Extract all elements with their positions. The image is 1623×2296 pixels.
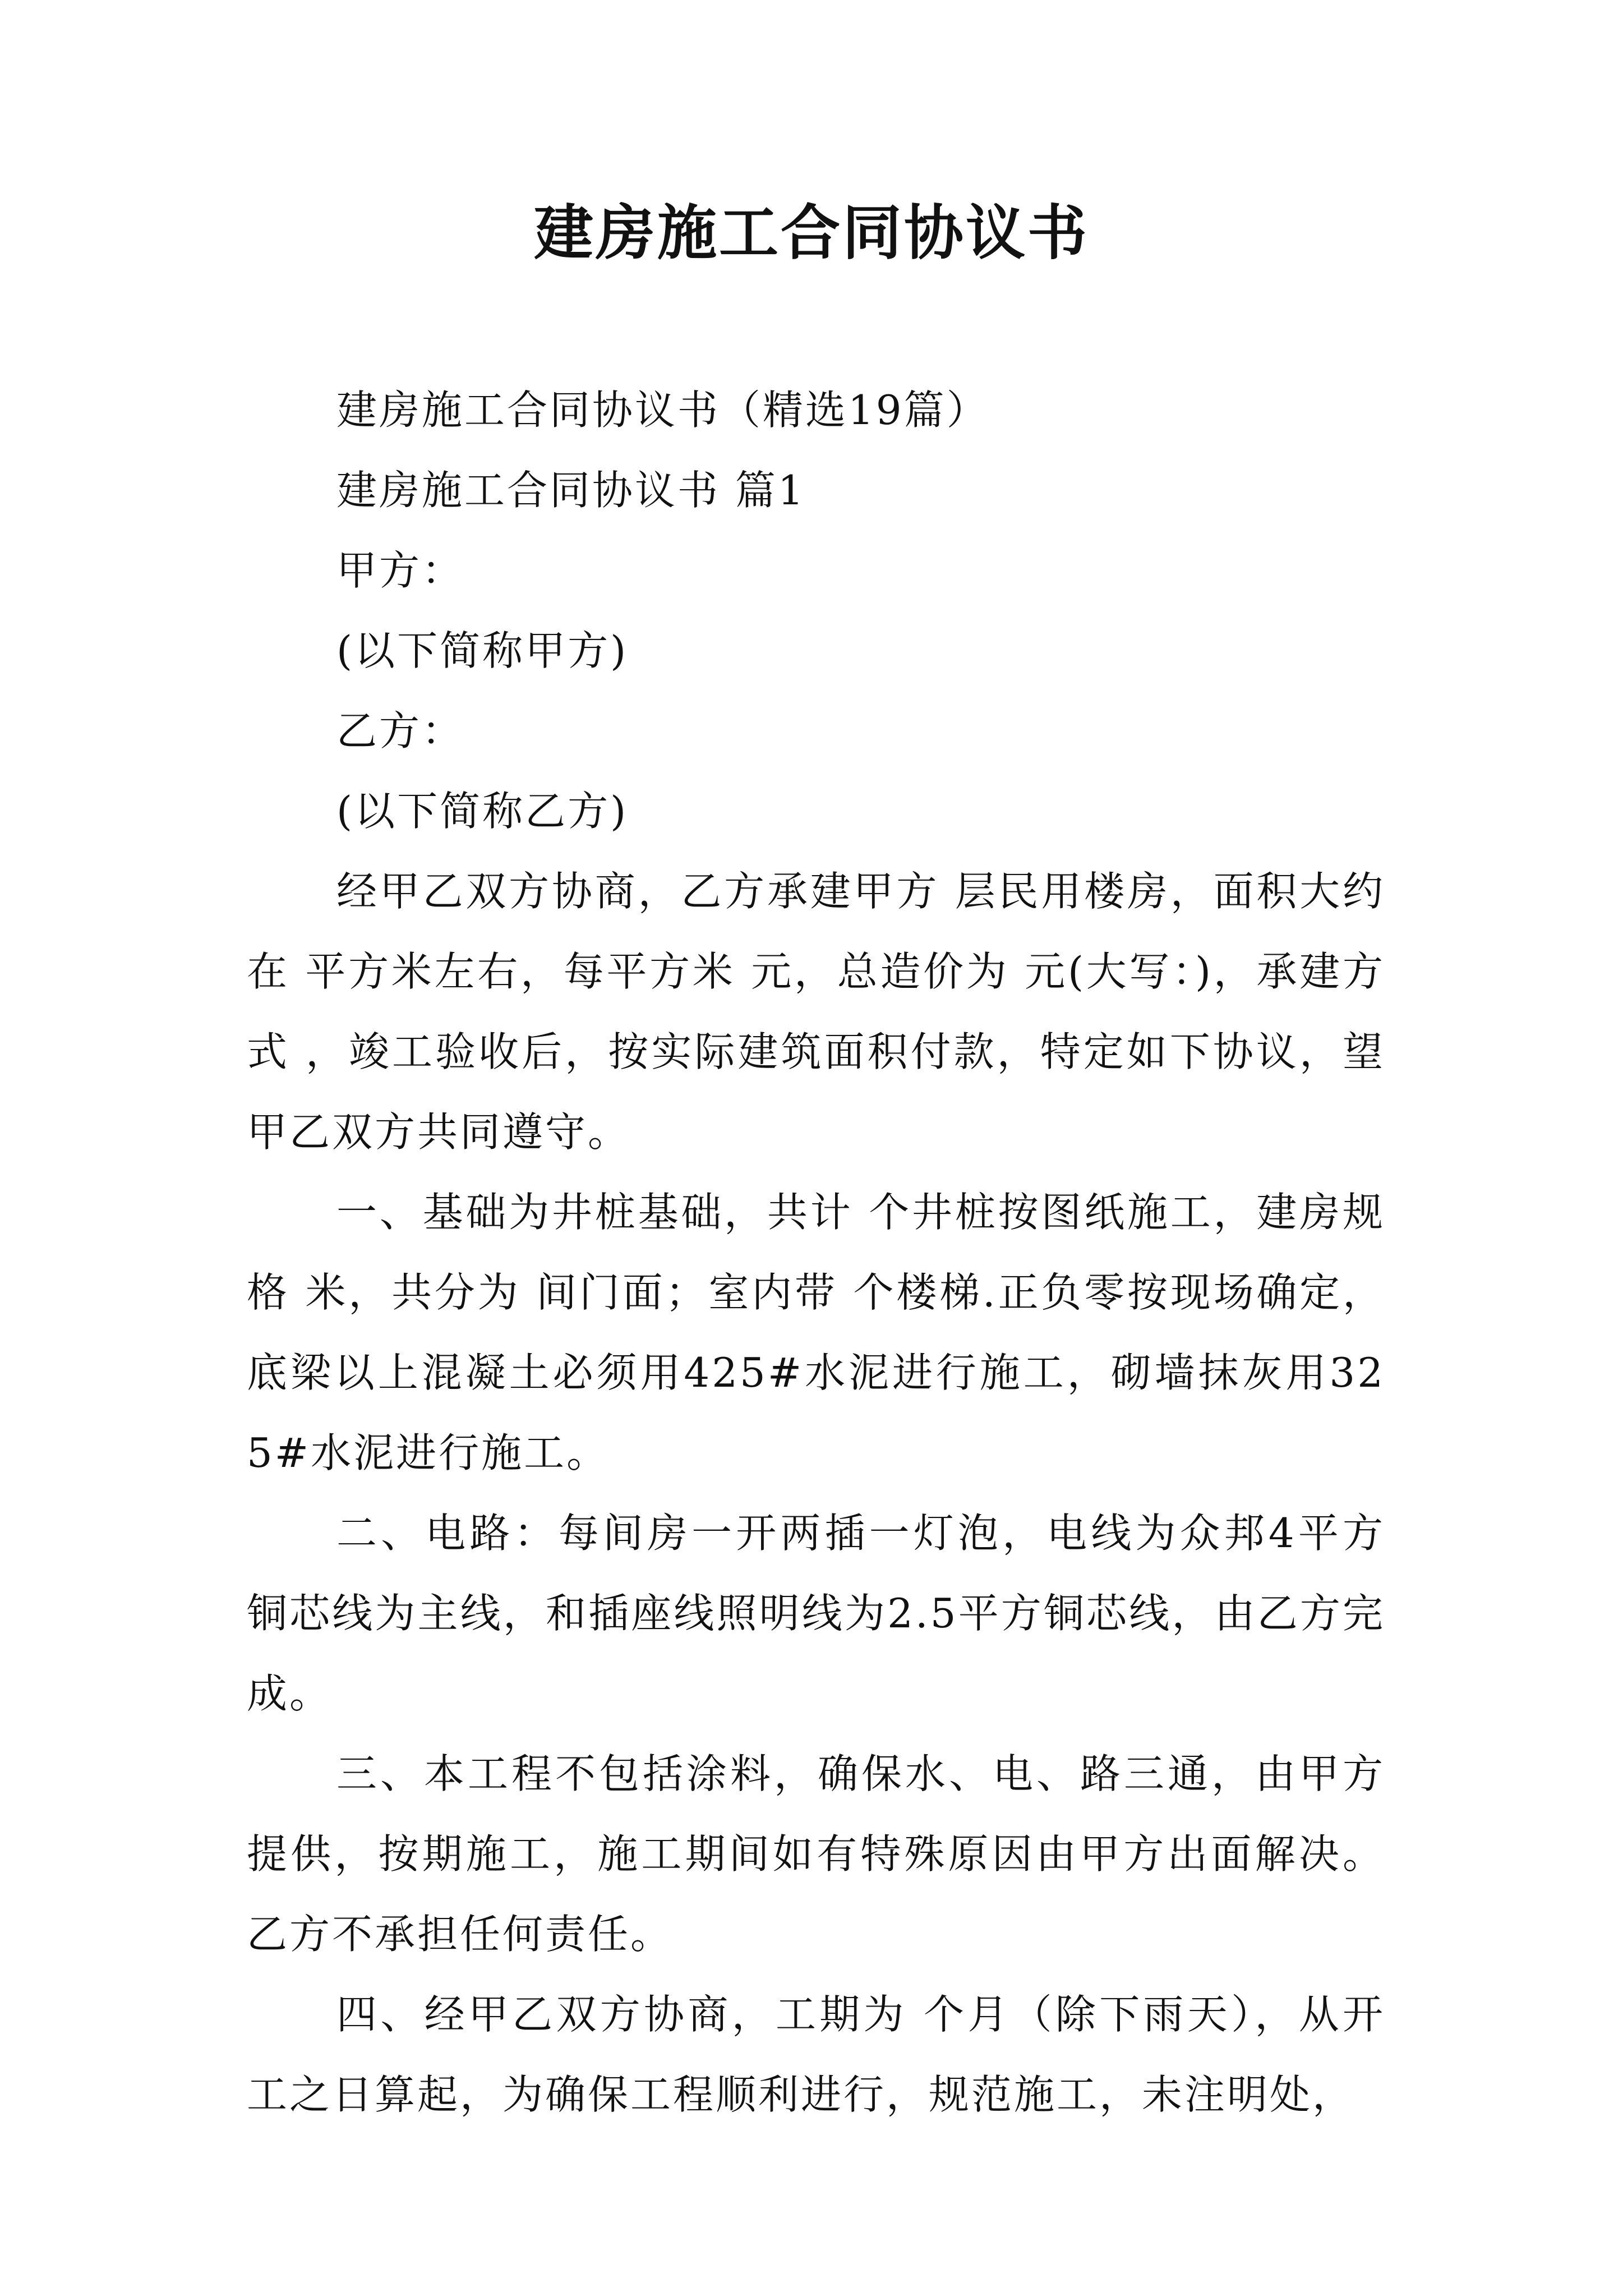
paragraph-clause-4: 四、经甲乙双方协商，工期为 个月（除下雨天），从开工之日算起，为确保工程顺利进行，规范施工，未注明处，: [247, 1991, 1385, 2118]
paragraph-agreement-intro: 经甲乙双方协商，乙方承建甲方 层民用楼房，面积大约在 平方米左右，每平方米 元，总造价为 元(大写：)，承建方式 ，竣工验收后，按实际建筑面积付款，特定如下协议，望甲乙双方共同遵守。: [247, 868, 1385, 1156]
document-body: [247, 370, 1385, 2135]
paragraph-clause-1: 一、基础为井桩基础，共计 个井桩按图纸施工，建房规格 米，共分为 间门面；室内带 个楼梯.正负零按现场确定，底梁以上混凝土必须用425#水泥进行施工，砌墙抹灰用325#水泥进行施工。: [247, 1189, 1385, 1476]
paragraph-collection-title: 建房施工合同协议书（精选19篇）: [336, 386, 989, 434]
paragraph-party-b: 乙方：: [336, 707, 465, 754]
paragraph-party-b-note: (以下简称乙方): [336, 788, 629, 835]
paragraph-clause-2: 二、电路：每间房一开两插一灯泡，电线为众邦4平方铜芯线为主线，和插座线照明线为2.5平方铜芯线，由乙方完成。: [247, 1510, 1385, 1717]
document-title: 建房施工合同协议书: [534, 197, 1089, 268]
paragraph-party-a: 甲方：: [336, 547, 465, 594]
paragraph-section-heading: 建房施工合同协议书 篇1: [336, 467, 806, 514]
paragraph-party-a-note: (以下简称甲方): [336, 627, 629, 674]
paragraph-clause-3: 三、本工程不包括涂料，确保水、电、路三通，由甲方提供，按期施工，施工期间如有特殊原因由甲方出面解决。乙方不承担任何责任。: [247, 1750, 1385, 1958]
